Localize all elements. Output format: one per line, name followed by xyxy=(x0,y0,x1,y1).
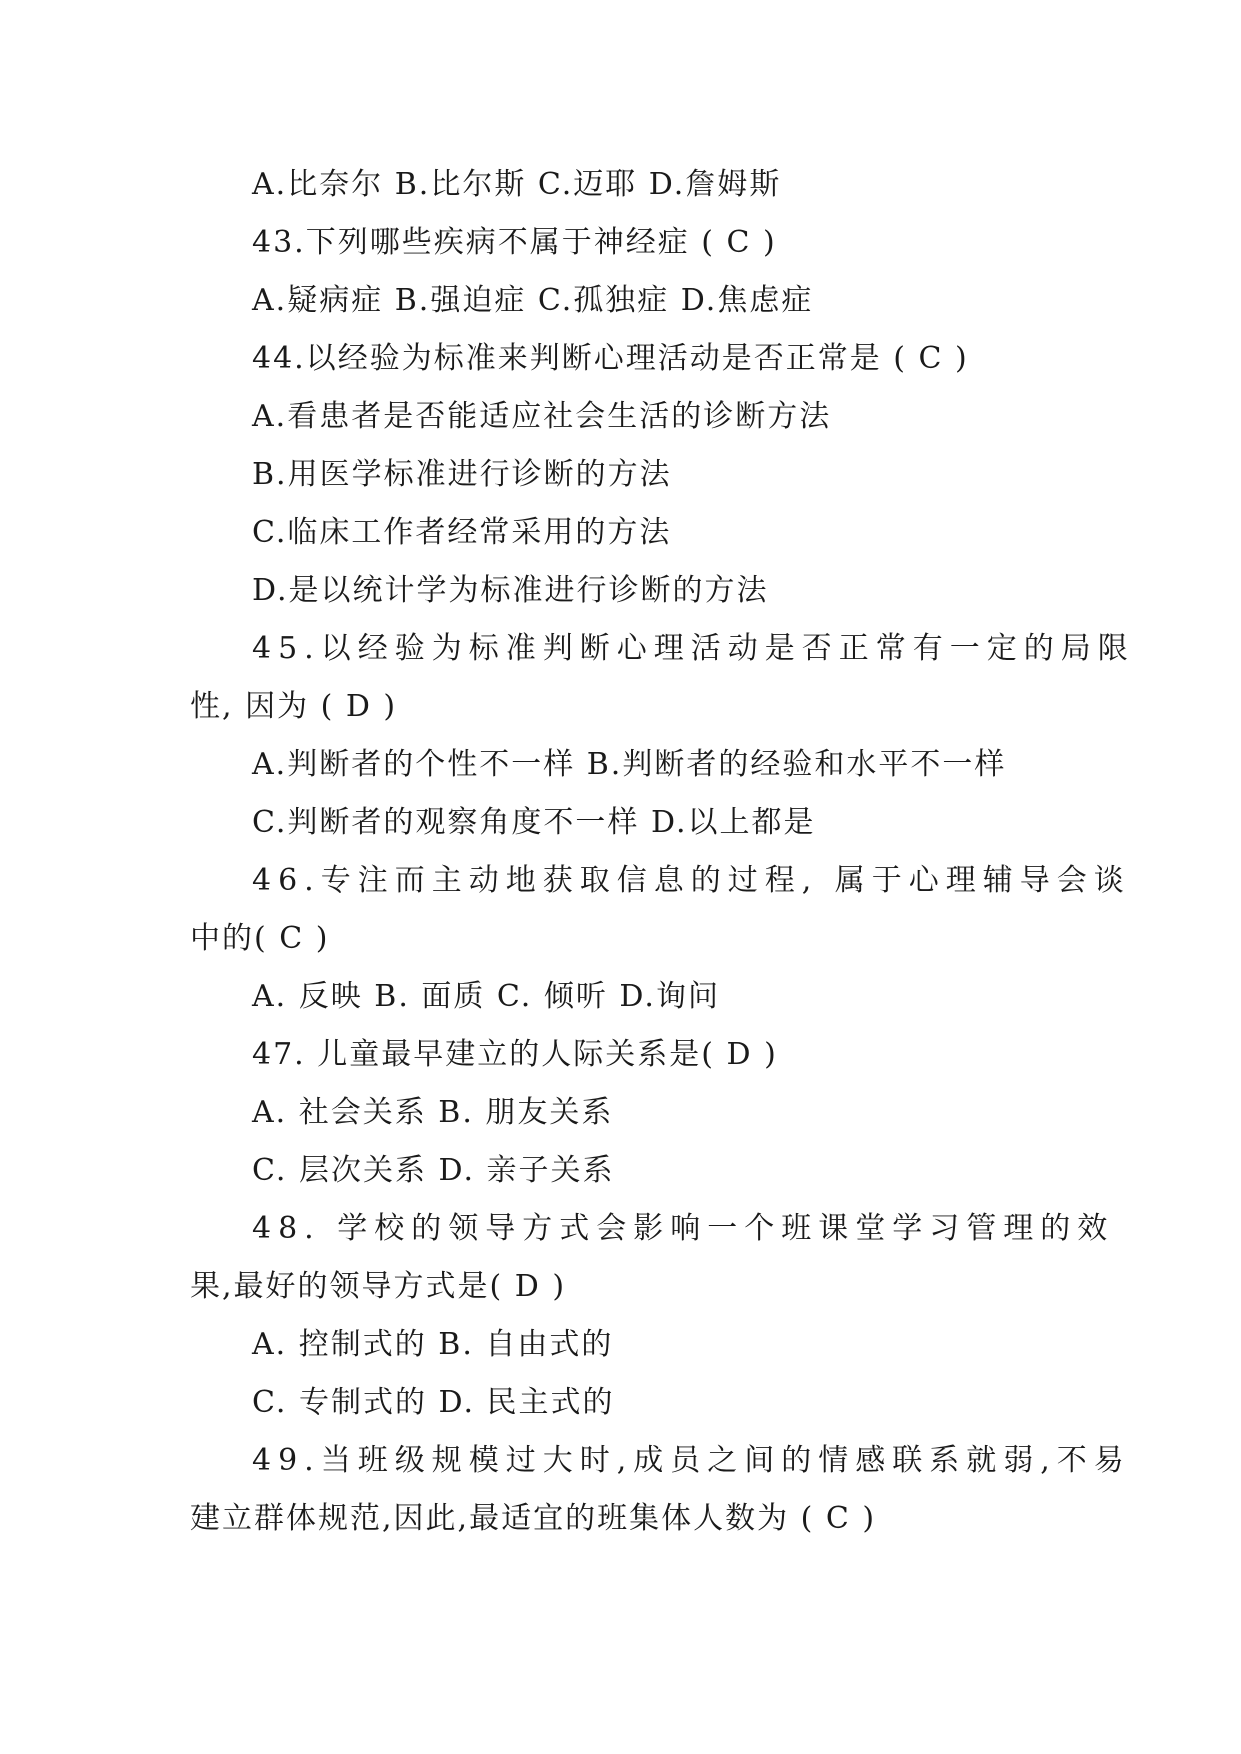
q48-options-ab: A. 控制式的 B. 自由式的 xyxy=(252,1327,614,1362)
q44-option-d: D.是以统计学为标准进行诊断的方法 xyxy=(252,573,769,608)
q49-question-line-1: 49.当班级规模过大时,成员之间的情感联系就弱,不易 xyxy=(252,1443,1131,1478)
q45-question-line-2: 性, 因为 ( D ) xyxy=(190,689,398,724)
q47-question: 47. 儿童最早建立的人际关系是( D ) xyxy=(252,1037,778,1072)
q45-options-cd: C.判断者的观察角度不一样 D.以上都是 xyxy=(252,805,816,840)
q47-options-cd: C. 层次关系 D. 亲子关系 xyxy=(252,1153,615,1188)
q49-question-line-2: 建立群体规范,因此,最适宜的班集体人数为 ( C ) xyxy=(190,1501,877,1536)
q46-question-line-1: 46.专注而主动地获取信息的过程, 属于心理辅导会谈 xyxy=(252,863,1131,898)
q43-question: 43.下列哪些疾病不属于神经症 ( C ) xyxy=(252,225,777,260)
q45-options-ab: A.判断者的个性不一样 B.判断者的经验和水平不一样 xyxy=(252,747,1007,782)
q48-question-line-1: 48. 学校的领导方式会影响一个班课堂学习管理的效 xyxy=(252,1211,1115,1246)
q47-options-ab: A. 社会关系 B. 朋友关系 xyxy=(252,1095,614,1130)
q43-options: A.疑病症 B.强迫症 C.孤独症 D.焦虑症 xyxy=(252,283,814,318)
q42-options: A.比奈尔 B.比尔斯 C.迈耶 D.詹姆斯 xyxy=(252,167,782,202)
q48-options-cd: C. 专制式的 D. 民主式的 xyxy=(252,1385,615,1420)
q44-option-b: B.用医学标准进行诊断的方法 xyxy=(252,457,672,492)
q48-question-line-2: 果,最好的领导方式是( D ) xyxy=(190,1269,567,1304)
q44-option-c: C.临床工作者经常采用的方法 xyxy=(252,515,672,550)
q44-question: 44.以经验为标准来判断心理活动是否正常是 ( C ) xyxy=(252,341,969,376)
q46-options: A. 反映 B. 面质 C. 倾听 D.询问 xyxy=(252,979,720,1014)
q46-question-line-2: 中的( C ) xyxy=(190,921,330,956)
q44-option-a: A.看患者是否能适应社会生活的诊断方法 xyxy=(252,399,832,434)
q45-question-line-1: 45.以经验为标准判断心理活动是否正常有一定的局限 xyxy=(252,631,1135,666)
